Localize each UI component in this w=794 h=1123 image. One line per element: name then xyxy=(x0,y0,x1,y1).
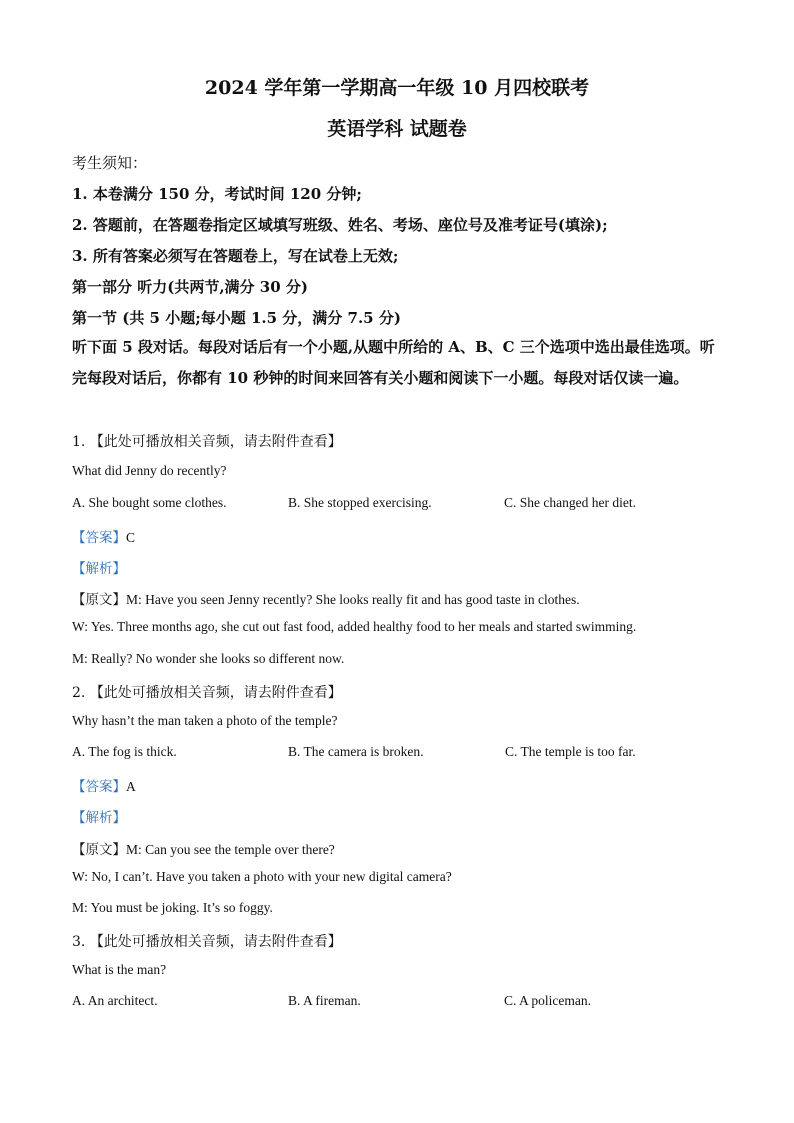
notes-heading: 考生须知： xyxy=(72,154,148,172)
question-1-option-b[interactable]: B. She stopped exercising. xyxy=(288,495,432,510)
question-2-answer xyxy=(72,775,136,795)
question-1-option-c[interactable]: C. She changed her diet. xyxy=(504,495,636,510)
question-2-options xyxy=(72,744,732,764)
question-3-option-a[interactable]: A. An architect. xyxy=(72,993,158,1008)
question-1-analysis-label: 【解析】 xyxy=(72,561,126,576)
question-3-option-c[interactable]: C. A policeman. xyxy=(504,993,591,1008)
notes-item-2: 2. 答题前，在答题卷指定区域填写班级、姓名、考场、座位号及准考证号(填涂); xyxy=(72,216,608,234)
transcript-line: M: Can you see the temple over there? xyxy=(126,842,335,857)
question-2-transcript-1 xyxy=(72,838,335,858)
section1-heading: 第一节 (共 5 小题;每小题 1.5 分，满分 7.5 分) xyxy=(72,309,401,327)
answer-label: 【答案】 xyxy=(72,779,126,794)
question-2-transcript-2: W: No, I can’t. Have you taken a photo with your new digital camera? xyxy=(72,869,452,884)
transcript-line: M: Have you seen Jenny recently? She looks really fit and has good taste in clothes. xyxy=(126,592,580,607)
exam-subtitle: 英语学科 试题卷 xyxy=(327,118,467,140)
question-1-answer xyxy=(72,526,135,546)
exam-title: 2024 学年第一学期高一年级 10 月四校联考 xyxy=(204,77,590,99)
original-label: 【原文】 xyxy=(72,592,126,607)
part1-heading: 第一部分 听力(共两节,满分 30 分) xyxy=(72,278,308,296)
question-2-transcript-3: M: You must be joking. It’s so foggy. xyxy=(72,900,273,915)
question-1-options xyxy=(72,495,732,515)
question-3-audio[interactable]: 3. 【此处可播放相关音频，请去附件查看】 xyxy=(72,934,342,950)
notes-item-1: 1. 本卷满分 150 分，考试时间 120 分钟; xyxy=(72,185,362,203)
question-1-option-a[interactable]: A. She bought some clothes. xyxy=(72,495,227,510)
question-1-transcript-2: W: Yes. Three months ago, she cut out fast food, added healthy food to her meals and started swimming. xyxy=(72,619,637,634)
question-2-option-a[interactable]: A. The fog is thick. xyxy=(72,744,177,759)
question-3-stem: What is the man? xyxy=(72,962,167,977)
answer-label: 【答案】 xyxy=(72,530,126,545)
question-1-stem: What did Jenny do recently? xyxy=(72,463,227,478)
question-2-audio[interactable]: 2. 【此处可播放相关音频，请去附件查看】 xyxy=(72,685,342,701)
question-2-stem: Why hasn’t the man taken a photo of the temple? xyxy=(72,713,338,728)
question-2-analysis-label: 【解析】 xyxy=(72,810,126,825)
question-1-transcript-1 xyxy=(72,588,580,608)
question-1-audio[interactable]: 1. 【此处可播放相关音频，请去附件查看】 xyxy=(72,434,342,450)
question-2-option-c[interactable]: C. The temple is too far. xyxy=(505,744,636,759)
question-1-transcript-3: M: Really? No wonder she looks so different now. xyxy=(72,651,345,666)
answer-value: A xyxy=(126,779,136,794)
listening-instruction: 听下面 5 段对话。每段对话后有一个小题,从题中所给的 A、B、C 三个选项中选出最佳选项。听完每段对话后，你都有 10 秒钟的时间来回答有关小题和阅读下一小题。每段对话仅读一遍。 xyxy=(72,338,715,387)
answer-value: C xyxy=(126,530,136,545)
original-label: 【原文】 xyxy=(72,842,126,857)
notes-item-3: 3. 所有答案必须写在答题卷上，写在试卷上无效; xyxy=(72,247,399,265)
question-2-option-b[interactable]: B. The camera is broken. xyxy=(288,744,424,759)
question-3-options xyxy=(72,993,732,1013)
question-3-option-b[interactable]: B. A fireman. xyxy=(288,993,361,1008)
